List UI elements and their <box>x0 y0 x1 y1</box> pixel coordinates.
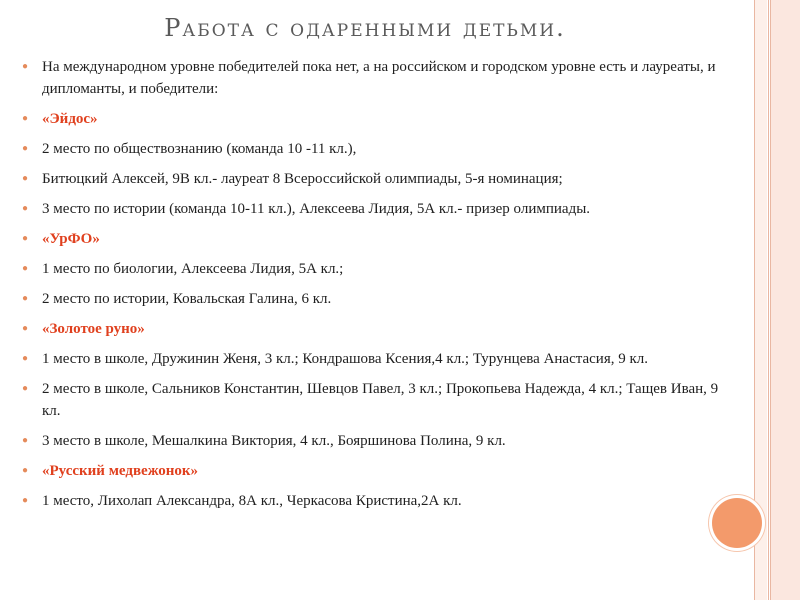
bullet-item-text: 3 место по истории (команда 10-11 кл.), Алексеева Лидия, 5А кл.- призер олимпиады. <box>42 201 591 217</box>
bullet-heading <box>22 108 722 130</box>
bullet-item <box>22 378 722 422</box>
bullet-item-text: Битюцкий Алексей, 9В кл.- лауреат 8 Всероссийской олимпиады, 5-я номинация; <box>42 171 563 187</box>
slide-title: Работа с одаренными детьми. <box>164 14 566 42</box>
bullet-heading-text: «Золотое руно» <box>42 321 145 337</box>
bullet-icon: ● <box>22 353 29 364</box>
bullet-item-text: 1 место, Лихолап Александра, 8А кл., Черкасова Кристина,2А кл. <box>42 493 462 509</box>
bullet-item <box>22 288 722 310</box>
bullet-icon: ● <box>22 143 29 154</box>
bullet-item-text: На международном уровне победителей пока нет, а на российском и городском уровне есть и лауреаты, и дипломанты, и победители: <box>42 59 716 97</box>
bullet-item-text: 1 место в школе, Дружинин Женя, 3 кл.; Кондрашова Ксения,4 кл.; Турунцева Анастасия, 9 кл. <box>42 351 648 367</box>
bullet-item <box>22 138 722 160</box>
decorative-stripe-line <box>770 0 771 600</box>
bullet-icon: ● <box>22 263 29 274</box>
bullet-heading-text: «Русский медвежонок» <box>42 463 199 479</box>
bullet-icon: ● <box>22 435 29 446</box>
bullet-item <box>22 490 722 512</box>
bullet-icon: ● <box>22 323 29 334</box>
bullet-item <box>22 430 722 452</box>
bullet-icon: ● <box>22 233 29 244</box>
bullet-icon: ● <box>22 173 29 184</box>
bullet-heading-text: «УрФО» <box>42 231 100 247</box>
bullet-list <box>22 56 722 520</box>
bullet-icon: ● <box>22 203 29 214</box>
decorative-stripe-outer <box>770 0 800 600</box>
bullet-icon: ● <box>22 465 29 476</box>
bullet-item <box>22 348 722 370</box>
bullet-item-text: 2 место по обществознанию (команда 10 -11 кл.), <box>42 141 357 157</box>
bullet-item <box>22 198 722 220</box>
bullet-item <box>22 56 722 100</box>
decorative-stripe-line <box>768 0 769 600</box>
bullet-item-text: 3 место в школе, Мешалкина Виктория, 4 кл., Бояршинова Полина, 9 кл. <box>42 433 506 449</box>
bullet-icon: ● <box>22 495 29 506</box>
bullet-item-text: 2 место по истории, Ковальская Галина, 6 кл. <box>42 291 332 307</box>
bullet-item-text: 1 место по биологии, Алексеева Лидия, 5А кл.; <box>42 261 344 277</box>
bullet-item-text: 2 место в школе, Сальников Константин, Шевцов Павел, 3 кл.; Прокопьева Надежда, 4 кл.; Тащев Иван, 9 кл. <box>42 381 719 419</box>
bullet-heading <box>22 460 722 482</box>
bullet-icon: ● <box>22 61 29 72</box>
bullet-heading <box>22 318 722 340</box>
bullet-item <box>22 258 722 280</box>
bullet-item <box>22 168 722 190</box>
bullet-heading <box>22 228 722 250</box>
bullet-icon: ● <box>22 383 29 394</box>
bullet-icon: ● <box>22 113 29 124</box>
bullet-heading-text: «Эйдос» <box>42 111 98 127</box>
bullet-icon: ● <box>22 293 29 304</box>
